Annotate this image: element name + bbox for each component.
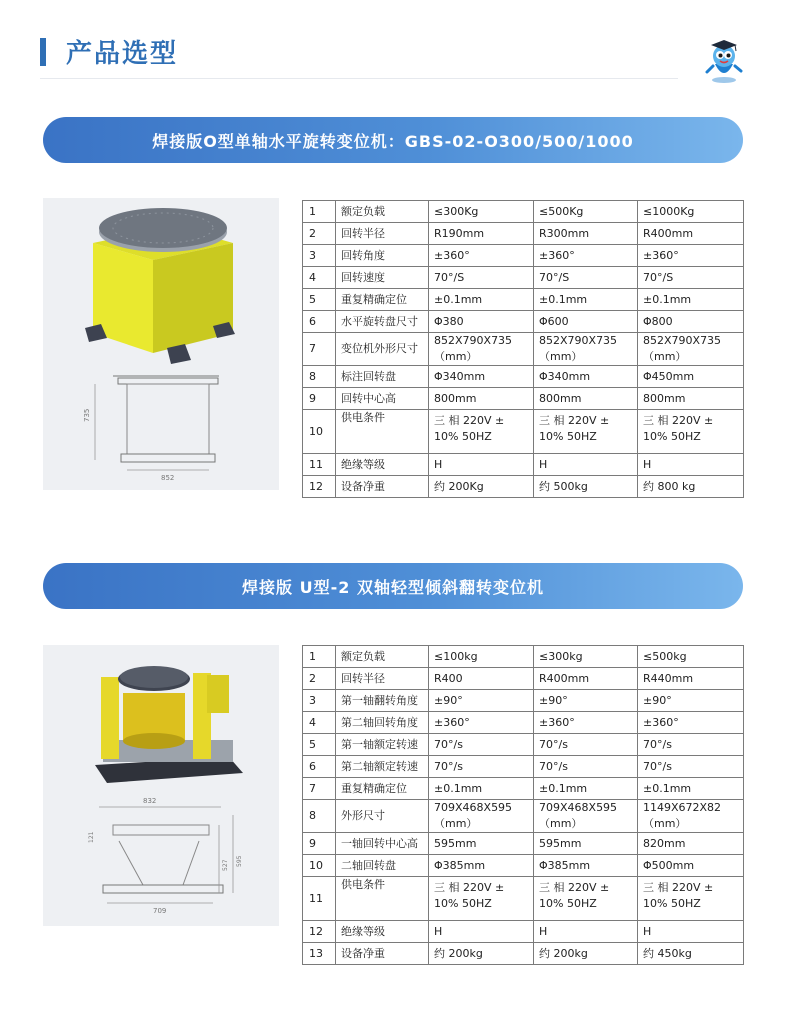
spec-value-cell: H <box>534 454 638 476</box>
h2-dimension: 527 <box>222 859 229 871</box>
spec-value-cell: ±0.1mm <box>534 778 638 800</box>
spec-value-cell: 70°/s <box>534 734 638 756</box>
row-number-cell: 12 <box>303 476 336 498</box>
spec-value-cell: ±90° <box>534 690 638 712</box>
spec-value-cell: R300mm <box>534 223 638 245</box>
spec-value-cell: 70°/S <box>638 267 744 289</box>
spec-name-cell: 第二轴额定转速 <box>336 756 429 778</box>
table-row <box>303 366 744 388</box>
row-number-cell: 10 <box>303 855 336 877</box>
spec-name-cell: 额定负载 <box>336 646 429 668</box>
table-row <box>303 712 744 734</box>
spec-value-cell: ≤500kg <box>638 646 744 668</box>
section-title: 焊接版 U型-2 双轴轻型倾斜翻转变位机 <box>242 577 544 597</box>
page-title: 产品选型 <box>66 39 179 69</box>
spec-value-cell: ±0.1mm <box>429 289 534 311</box>
spec-value-cell: 70°/S <box>534 267 638 289</box>
row-number-cell: 6 <box>303 311 336 333</box>
spec-name-cell: 回转角度 <box>336 245 429 267</box>
spec-value-cell: 595mm <box>534 833 638 855</box>
spec-value-cell: 1149X672X82（mm） <box>638 800 744 833</box>
table-row <box>303 668 744 690</box>
spec-value-cell: 820mm <box>638 833 744 855</box>
table-row <box>303 800 744 833</box>
spec-name-cell: 第二轴回转角度 <box>336 712 429 734</box>
spec-value-cell: 800mm <box>638 388 744 410</box>
spec-name-cell: 重复精确定位 <box>336 778 429 800</box>
section-banner-o-type <box>43 117 743 163</box>
spec-name-cell: 二轴回转盘 <box>336 855 429 877</box>
spec-value-cell: 三 相 220V ± 10% 50HZ <box>638 410 744 454</box>
row-number-cell: 8 <box>303 366 336 388</box>
table-row <box>303 388 744 410</box>
spec-value-cell: Φ340mm <box>534 366 638 388</box>
spec-value-cell: ≤100kg <box>429 646 534 668</box>
spec-value-cell: ≤300Kg <box>429 201 534 223</box>
spec-name-cell: 回转半径 <box>336 223 429 245</box>
h3-dimension: 595 <box>236 855 243 867</box>
header-divider <box>40 78 678 79</box>
spec-value-cell: 三 相 220V ± 10% 50HZ <box>429 410 534 454</box>
spec-value-cell: ≤300kg <box>534 646 638 668</box>
spec-value-cell: ±90° <box>429 690 534 712</box>
spec-value-cell: 70°/S <box>429 267 534 289</box>
table-row <box>303 690 744 712</box>
row-number-cell: 4 <box>303 712 336 734</box>
spec-value-cell: R400 <box>429 668 534 690</box>
spec-value-cell: 三 相 220V ± 10% 50HZ <box>429 877 534 921</box>
height-dimension: 735 <box>83 408 91 422</box>
spec-name-cell: 标注回转盘 <box>336 366 429 388</box>
table-row <box>303 921 744 943</box>
spec-value-cell: 709X468X595（mm） <box>534 800 638 833</box>
spec-value-cell: ±360° <box>534 712 638 734</box>
spec-value-cell: ≤1000Kg <box>638 201 744 223</box>
spec-value-cell: ±0.1mm <box>638 289 744 311</box>
spec-name-cell: 回转半径 <box>336 668 429 690</box>
spec-value-cell: Φ380 <box>429 311 534 333</box>
table-row <box>303 778 744 800</box>
spec-value-cell: R400mm <box>638 223 744 245</box>
spec-name-cell: 设备净重 <box>336 476 429 498</box>
table-row <box>303 833 744 855</box>
spec-name-cell: 设备净重 <box>336 943 429 965</box>
section-banner-u-type <box>43 563 743 609</box>
spec-value-cell: ±0.1mm <box>534 289 638 311</box>
spec-value-cell: 800mm <box>534 388 638 410</box>
spec-table-u-type <box>302 645 744 965</box>
spec-value-cell: 约 200kg <box>534 943 638 965</box>
h1-dimension: 121 <box>88 831 95 843</box>
spec-name-cell: 水平旋转盘尺寸 <box>336 311 429 333</box>
spec-value-cell: 约 200Kg <box>429 476 534 498</box>
row-number-cell: 9 <box>303 388 336 410</box>
spec-value-cell: Φ340mm <box>429 366 534 388</box>
table-row <box>303 877 744 921</box>
spec-value-cell: 852X790X735（mm） <box>534 333 638 366</box>
spec-value-cell: ±0.1mm <box>429 778 534 800</box>
row-number-cell: 1 <box>303 646 336 668</box>
page-header <box>40 30 680 80</box>
row-number-cell: 7 <box>303 778 336 800</box>
spec-value-cell: 约 200kg <box>429 943 534 965</box>
spec-value-cell: R440mm <box>638 668 744 690</box>
row-number-cell: 4 <box>303 267 336 289</box>
spec-value-cell: Φ385mm <box>534 855 638 877</box>
spec-value-cell: Φ385mm <box>429 855 534 877</box>
spec-value-cell: 709X468X595（mm） <box>429 800 534 833</box>
spec-value-cell: H <box>638 921 744 943</box>
row-number-cell: 3 <box>303 245 336 267</box>
table-row <box>303 267 744 289</box>
spec-name-cell: 第一轴翻转角度 <box>336 690 429 712</box>
spec-value-cell: ±0.1mm <box>638 778 744 800</box>
row-number-cell: 10 <box>303 410 336 454</box>
row-number-cell: 5 <box>303 289 336 311</box>
spec-value-cell: R400mm <box>534 668 638 690</box>
spec-name-cell: 供电条件 <box>336 410 429 454</box>
table-row <box>303 223 744 245</box>
table-row <box>303 311 744 333</box>
spec-name-cell: 回转速度 <box>336 267 429 289</box>
row-number-cell: 6 <box>303 756 336 778</box>
row-number-cell: 1 <box>303 201 336 223</box>
row-number-cell: 11 <box>303 454 336 476</box>
spec-value-cell: 三 相 220V ± 10% 50HZ <box>638 877 744 921</box>
row-number-cell: 5 <box>303 734 336 756</box>
mascot-logo-icon <box>700 36 748 84</box>
spec-value-cell: 约 500kg <box>534 476 638 498</box>
spec-value-cell: 852X790X735（mm） <box>429 333 534 366</box>
spec-value-cell: 三 相 220V ± 10% 50HZ <box>534 410 638 454</box>
spec-value-cell: 约 450kg <box>638 943 744 965</box>
width-dimension: 852 <box>161 474 175 482</box>
spec-value-cell: H <box>429 921 534 943</box>
table-row <box>303 734 744 756</box>
width-bottom-dimension: 709 <box>153 907 167 915</box>
header-accent-bar <box>40 38 46 66</box>
row-number-cell: 3 <box>303 690 336 712</box>
spec-name-cell: 绝缘等级 <box>336 921 429 943</box>
table-row <box>303 454 744 476</box>
row-number-cell: 13 <box>303 943 336 965</box>
spec-value-cell: ±360° <box>429 245 534 267</box>
spec-name-cell: 一轴回转中心高 <box>336 833 429 855</box>
spec-value-cell: 约 800 kg <box>638 476 744 498</box>
spec-name-cell: 第一轴额定转速 <box>336 734 429 756</box>
spec-value-cell: 70°/s <box>429 734 534 756</box>
product-image-u-type <box>43 645 279 926</box>
spec-value-cell: Φ450mm <box>638 366 744 388</box>
table-row <box>303 943 744 965</box>
spec-value-cell: ≤500Kg <box>534 201 638 223</box>
spec-value-cell: 70°/s <box>638 734 744 756</box>
table-row <box>303 201 744 223</box>
spec-value-cell: Φ600 <box>534 311 638 333</box>
section-title: 焊接版O型单轴水平旋转变位机：GBS-02-O300/500/1000 <box>152 131 634 151</box>
table-row <box>303 646 744 668</box>
spec-name-cell: 绝缘等级 <box>336 454 429 476</box>
spec-table-o-type <box>302 200 744 498</box>
table-row <box>303 855 744 877</box>
spec-value-cell: ±360° <box>429 712 534 734</box>
spec-value-cell: 70°/s <box>429 756 534 778</box>
o-type-positioner-drawing <box>43 198 279 490</box>
spec-value-cell: Φ800 <box>638 311 744 333</box>
table-row <box>303 476 744 498</box>
spec-value-cell: ±360° <box>638 245 744 267</box>
spec-value-cell: 595mm <box>429 833 534 855</box>
spec-name-cell: 变位机外形尺寸 <box>336 333 429 366</box>
row-number-cell: 9 <box>303 833 336 855</box>
spec-value-cell: H <box>638 454 744 476</box>
table-row <box>303 410 744 454</box>
spec-name-cell: 外形尺寸 <box>336 800 429 833</box>
spec-value-cell: Φ500mm <box>638 855 744 877</box>
table-row <box>303 333 744 366</box>
row-number-cell: 2 <box>303 223 336 245</box>
spec-value-cell: 852X790X735（mm） <box>638 333 744 366</box>
row-number-cell: 12 <box>303 921 336 943</box>
row-number-cell: 8 <box>303 800 336 833</box>
u-type-positioner-drawing <box>43 645 279 926</box>
spec-value-cell: ±360° <box>638 712 744 734</box>
row-number-cell: 11 <box>303 877 336 921</box>
row-number-cell: 2 <box>303 668 336 690</box>
spec-value-cell: R190mm <box>429 223 534 245</box>
row-number-cell: 7 <box>303 333 336 366</box>
table-row <box>303 756 744 778</box>
table-row <box>303 245 744 267</box>
spec-value-cell: 70°/s <box>534 756 638 778</box>
spec-value-cell: 800mm <box>429 388 534 410</box>
spec-value-cell: ±90° <box>638 690 744 712</box>
spec-name-cell: 供电条件 <box>336 877 429 921</box>
spec-value-cell: 70°/s <box>638 756 744 778</box>
spec-name-cell: 回转中心高 <box>336 388 429 410</box>
spec-name-cell: 额定负载 <box>336 201 429 223</box>
table-row <box>303 289 744 311</box>
width-top-dimension: 832 <box>143 797 157 805</box>
spec-value-cell: ±360° <box>534 245 638 267</box>
spec-value-cell: H <box>534 921 638 943</box>
spec-value-cell: H <box>429 454 534 476</box>
spec-name-cell: 重复精确定位 <box>336 289 429 311</box>
product-image-o-type <box>43 198 279 490</box>
spec-value-cell: 三 相 220V ± 10% 50HZ <box>534 877 638 921</box>
